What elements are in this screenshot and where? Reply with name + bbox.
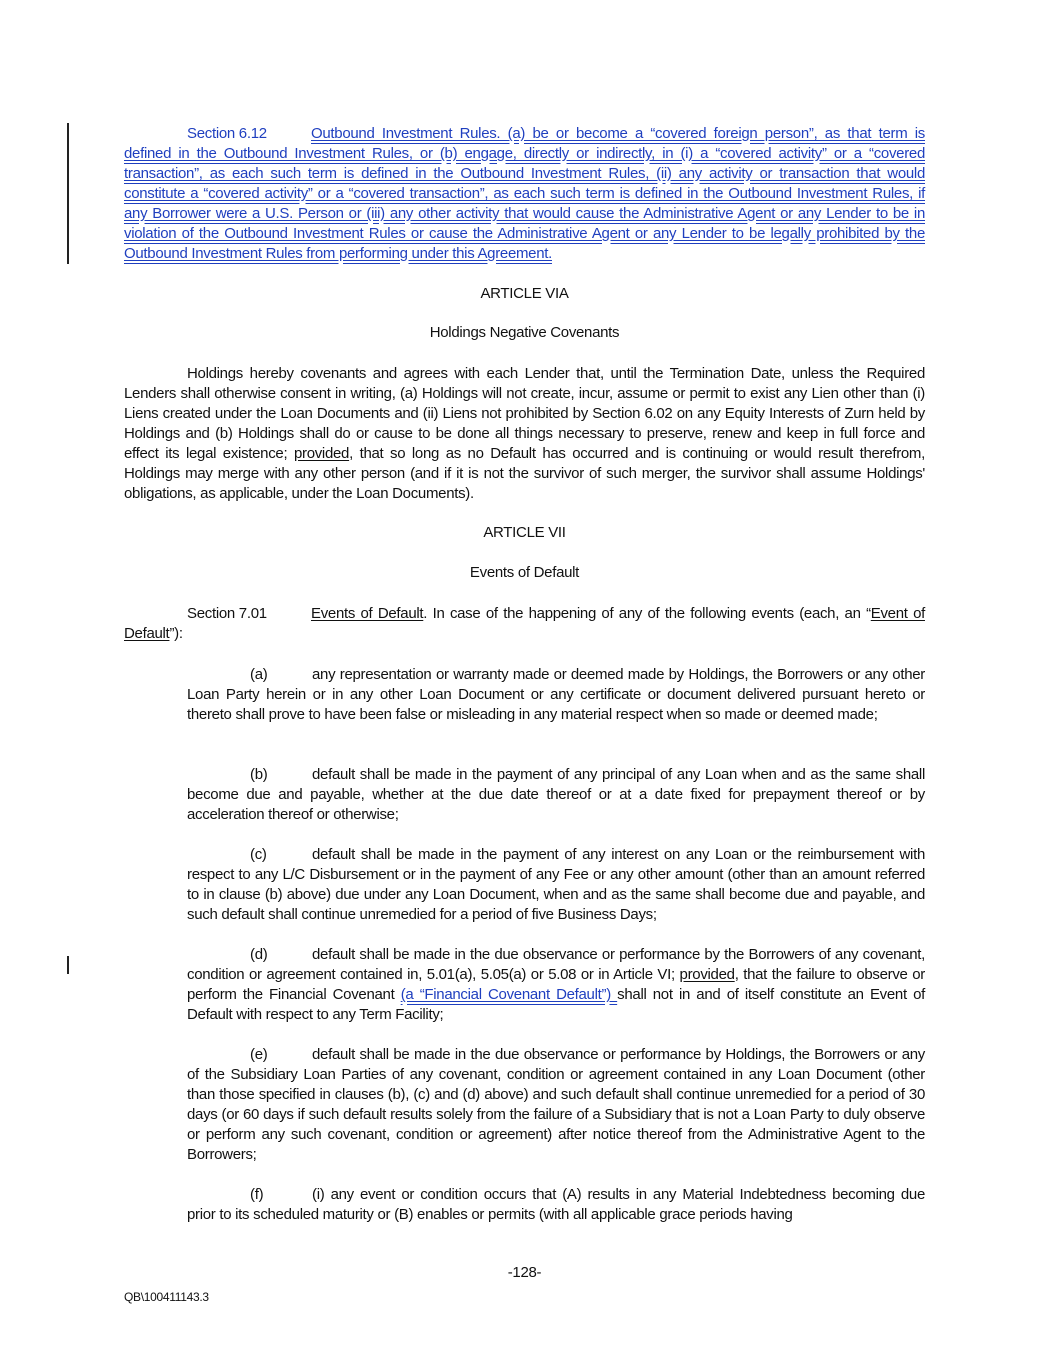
provided-term: provided <box>679 966 735 983</box>
clause-label: (e) <box>250 1046 268 1063</box>
change-bar <box>67 123 69 264</box>
section-7-01-label: Section 7.01 <box>187 605 267 622</box>
article-vii-subheading: Events of Default <box>469 564 580 581</box>
section-7-01-title: Events of Default <box>311 605 424 622</box>
clause-e <box>187 1045 925 1165</box>
clause-text: default shall be made in the due observance or performance by the Borrowers of any covenant, condition or agreement contained in, 5.01(a), 5.05(a) or 5.08 or in Article VI; <box>187 946 925 983</box>
holdings-text-b: , that so long as no Default has occurred and is continuing or would result therefrom, Holdings may merge with any other person (and if it is not the survivor of such merger, the survivor shall assume Holdings' obligations, as applicable, under the Loan Documents). <box>124 445 925 502</box>
clause-text: default shall be made in the payment of any interest on any Loan or the reimbursement with respect to any L/C Disbursement or in the payment of any Fee or any other amount (other than an amount referred to in clause (b) above) due under any Loan Document, when and as the same shall become due and payable, and such default shall continue unremedied for a period of five Business Days; <box>187 846 925 923</box>
section-7-01-intro-end: ”): <box>169 625 183 642</box>
clause-text: any representation or warranty made or deemed made by Holdings, the Borrowers or any other Loan Party herein or in any other Loan Document or any certificate or document delivered pursuant hereto or thereto shall prove to have been false or misleading in any material respect when so made or deemed made; <box>187 666 925 723</box>
clause-c <box>187 845 925 925</box>
clause-a <box>187 665 925 725</box>
article-vii-heading: ARTICLE VII <box>483 524 566 541</box>
clause-text: default shall be made in the due observance or performance by Holdings, the Borrowers or any of the Subsidiary Loan Parties of any covenant, condition or agreement contained in any Loan Document (other than those specified in clauses (b), (c) and (d) above) and such default shall continue unremedied for a period of 30 days (or 60 days if such default results solely from the failure of a Subsidiary that is not a Loan Party to duly observe or perform any such covenant, condition or agreement) after notice thereof from the Administrative Agent to the Borrowers; <box>187 1046 925 1163</box>
clause-label: (b) <box>250 766 268 783</box>
article-via-heading: ARTICLE VIA <box>480 285 569 302</box>
page-number: -128- <box>507 1264 542 1281</box>
clause-label: (f) <box>250 1186 264 1203</box>
defined-term: Event of Default <box>124 605 925 642</box>
clause-text: (i) any event or condition occurs that (A) results in any Material Indebtedness becoming due prior to its scheduled maturity or (B) enables or permits (with all applicable grace periods having <box>187 1186 925 1223</box>
section-6-12-text: Outbound Investment Rules. (a) be or become a “covered foreign person”, as that term is defined in the Outbound Investment Rules, or (b) engage, directly or indirectly, in (i) a “covered activity” or a “covered transaction”, as each such term is defined in the Outbound Investment Rules, (ii) any activity or transaction that would constitute a “covered activity” or a “covered transaction”, as each such term is defined in the Outbound Investment Rules, if any Borrower were a U.S. Person or (iii) any other activity that would cause the Administrative Agent or any Lender to be in violation of the Outbound Investment Rules or cause the Administrative Agent or any Lender to be legally prohibited by the Outbound Investment Rules from performing under this Agreement. <box>124 125 925 262</box>
clause-label: (c) <box>250 846 267 863</box>
clause-label: (d) <box>250 946 268 963</box>
clause-text: shall not in and of itself constitute an Event of Default with respect to any Term Facility; <box>187 986 925 1023</box>
clause-d <box>187 945 925 1025</box>
clause-label: (a) <box>250 666 268 683</box>
change-bar <box>67 956 69 974</box>
section-6-12 <box>124 124 925 264</box>
clause-text: , that the failure to observe or perform the Financial Covenant <box>187 966 926 1003</box>
inserted-text: (a “Financial Covenant Default”) <box>400 986 618 1003</box>
section-6-12-label: Section 6.12 <box>187 125 267 142</box>
holdings-covenants-paragraph <box>124 364 925 504</box>
clause-text: default shall be made in the payment of any principal of any Loan when and as the same shall become due and payable, whether at the due date thereof or at a date fixed for prepayment thereof or by acceleration thereof or otherwise; <box>187 766 925 823</box>
section-7-01 <box>124 604 925 644</box>
clause-f <box>187 1185 925 1225</box>
provided-term: provided <box>293 445 350 462</box>
document-id: QB\100411143.3 <box>124 1290 209 1304</box>
clause-b <box>187 765 925 825</box>
holdings-text-a: Holdings hereby covenants and agrees with each Lender that, until the Termination Date, unless the Required Lenders shall otherwise consent in writing, (a) Holdings will not create, incur, assume or permit to exist any Lien other than (i) Liens created under the Loan Documents and (ii) Liens not prohibited by Section 6.02 on any Equity Interests of Zurn held by Holdings and (b) Holdings shall do or cause to be done all things necessary to preserve, renew and keep in full force and effect its legal existence; <box>124 365 925 462</box>
section-7-01-intro: . In case of the happening of any of the following events (each, an “ <box>423 605 871 622</box>
article-via-subheading: Holdings Negative Covenants <box>429 324 620 341</box>
